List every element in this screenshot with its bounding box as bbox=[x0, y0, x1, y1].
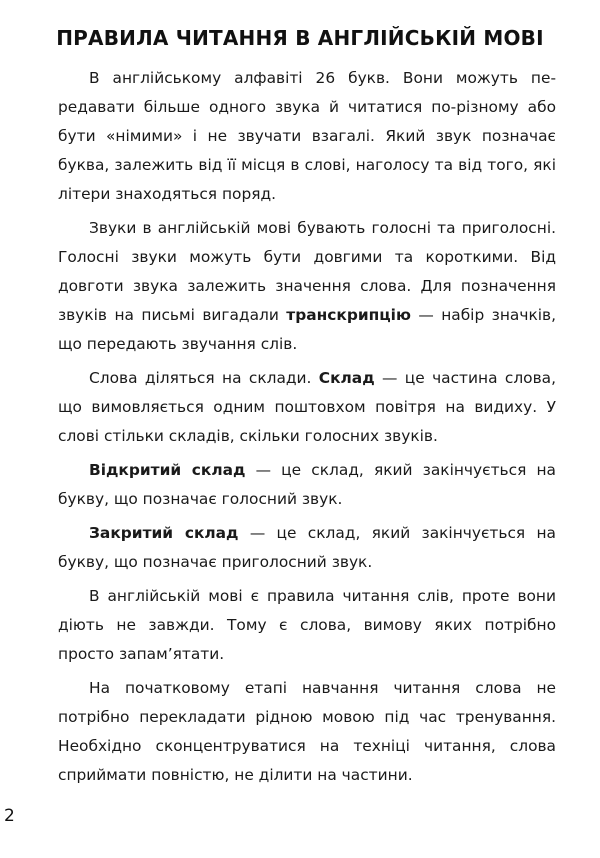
paragraph-text: В англійському алфавіті 26 букв. Вони можуть передавати більше одного звука й читатися по-різному або бути «німими» і не звучати взагалі. Який звук позначає буква, залежить від її місця в слові, наголосу та від того, які літери знаходяться поряд. bbox=[58, 69, 556, 203]
paragraph-text: В англійській мові є правила читання слів, проте вони діють не завжди. Тому є слова, вимову яких потрібно просто запам’ятати. bbox=[58, 587, 556, 663]
paragraph-text-before: Звуки в англійській мові бувають голосні та приголосні. Голосні звуки можуть бути довгими та короткими. Від довготи звука залежить значення слова. Для позначення звуків на письмі вигадали bbox=[58, 219, 556, 324]
paragraph-text-after: — це склад, який закінчується на букву, що позначає приголосний звук. bbox=[58, 524, 556, 571]
page-title: ПРАВИЛА ЧИТАННЯ В АНГЛІЙСЬКІЙ МОВІ bbox=[56, 26, 544, 50]
paragraph-text-after: — це склад, який закінчується на букву, що позначає голосний звук. bbox=[58, 461, 556, 508]
paragraph-initial-stage bbox=[58, 674, 556, 790]
term-closed-syllable: Закритий склад bbox=[89, 524, 239, 542]
paragraph-open-syllable bbox=[58, 456, 556, 514]
paragraph-text-before: Слова діляться на склади. bbox=[89, 369, 319, 387]
term-open-syllable: Відкритий склад bbox=[89, 461, 246, 479]
paragraph-closed-syllable bbox=[58, 519, 556, 577]
paragraph-text: На початковому етапі навчання читання слова не потрібно перекладати рідною мовою під час тренування. Необхідно сконцентруватися на техніці читання, слова сприймати повністю, не ділити на частини. bbox=[58, 679, 556, 784]
paragraph-sounds bbox=[58, 214, 556, 359]
page-body bbox=[58, 64, 556, 795]
paragraph-text-after: — це частина слова, що вимовляється одним поштовхом повітря на видиху. У слові стільки складів, скільки голосних звуків. bbox=[58, 369, 556, 445]
paragraph-text-after: — набір значків, що передають звучання слів. bbox=[58, 306, 556, 353]
page-number: 2 bbox=[4, 806, 15, 826]
term-syllable: Склад bbox=[318, 369, 375, 387]
paragraph-reading-rules bbox=[58, 582, 556, 669]
paragraph-syllables bbox=[58, 364, 556, 451]
paragraph-alphabet bbox=[58, 64, 556, 209]
term-transcription: транскрипцію bbox=[286, 306, 411, 324]
